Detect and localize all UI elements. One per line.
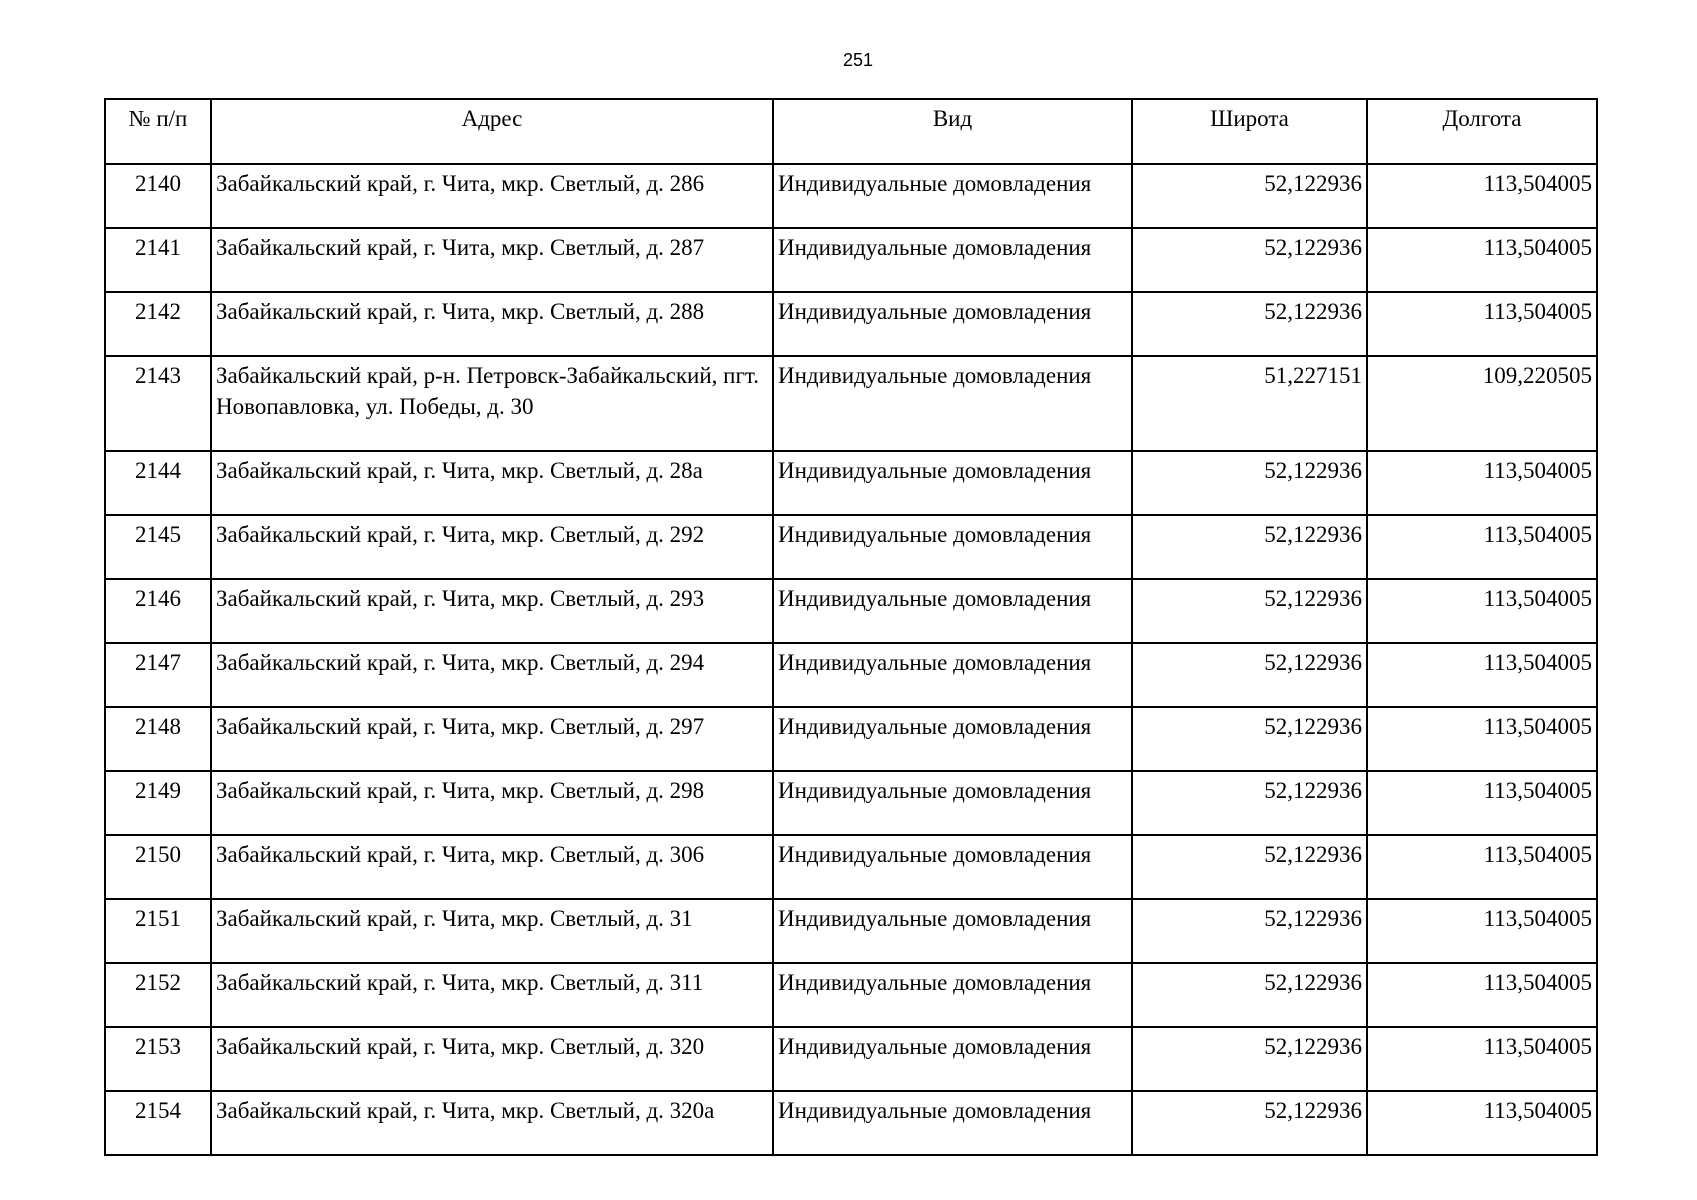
cell-lat: 52,122936 [1132, 1027, 1367, 1091]
cell-type: Индивидуальные домовладения [773, 771, 1132, 835]
table-row [105, 963, 1597, 1027]
cell-type: Индивидуальные домовладения [773, 451, 1132, 515]
cell-lat: 51,227151 [1132, 356, 1367, 451]
table-row [105, 164, 1597, 228]
table-row [105, 292, 1597, 356]
cell-num: 2146 [105, 579, 211, 643]
cell-num: 2142 [105, 292, 211, 356]
cell-type: Индивидуальные домовладения [773, 899, 1132, 963]
cell-address: Забайкальский край, г. Чита, мкр. Светлый, д. 287 [211, 228, 773, 292]
cell-lon: 113,504005 [1367, 771, 1597, 835]
cell-num: 2153 [105, 1027, 211, 1091]
cell-type: Индивидуальные домовладения [773, 292, 1132, 356]
cell-lat: 52,122936 [1132, 963, 1367, 1027]
table-row [105, 771, 1597, 835]
cell-address: Забайкальский край, г. Чита, мкр. Светлый, д. 297 [211, 707, 773, 771]
cell-type: Индивидуальные домовладения [773, 707, 1132, 771]
cell-lat: 52,122936 [1132, 899, 1367, 963]
cell-lon: 109,220505 [1367, 356, 1597, 451]
address-table [104, 98, 1598, 1156]
cell-lon: 113,504005 [1367, 643, 1597, 707]
cell-type: Индивидуальные домовладения [773, 356, 1132, 451]
cell-lon: 113,504005 [1367, 292, 1597, 356]
cell-lon: 113,504005 [1367, 579, 1597, 643]
cell-lon: 113,504005 [1367, 835, 1597, 899]
cell-type: Индивидуальные домовладения [773, 1027, 1132, 1091]
cell-lat: 52,122936 [1132, 707, 1367, 771]
cell-num: 2152 [105, 963, 211, 1027]
cell-lat: 52,122936 [1132, 579, 1367, 643]
cell-num: 2147 [105, 643, 211, 707]
cell-num: 2151 [105, 899, 211, 963]
header-address: Адрес [211, 99, 773, 164]
cell-address: Забайкальский край, г. Чита, мкр. Светлый, д. 320а [211, 1091, 773, 1155]
cell-type: Индивидуальные домовладения [773, 228, 1132, 292]
cell-lon: 113,504005 [1367, 164, 1597, 228]
cell-address: Забайкальский край, г. Чита, мкр. Светлый, д. 293 [211, 579, 773, 643]
cell-lon: 113,504005 [1367, 707, 1597, 771]
cell-lat: 52,122936 [1132, 164, 1367, 228]
cell-num: 2154 [105, 1091, 211, 1155]
cell-address: Забайкальский край, р-н. Петровск-Забайкальский, пгт. Новопавловка, ул. Победы, д. 30 [211, 356, 773, 451]
table-row [105, 899, 1597, 963]
cell-lat: 52,122936 [1132, 292, 1367, 356]
table-row [105, 1091, 1597, 1155]
cell-lon: 113,504005 [1367, 451, 1597, 515]
cell-address: Забайкальский край, г. Чита, мкр. Светлый, д. 320 [211, 1027, 773, 1091]
cell-lon: 113,504005 [1367, 1091, 1597, 1155]
table-row [105, 451, 1597, 515]
cell-lon: 113,504005 [1367, 899, 1597, 963]
cell-type: Индивидуальные домовладения [773, 1091, 1132, 1155]
cell-num: 2148 [105, 707, 211, 771]
cell-address: Забайкальский край, г. Чита, мкр. Светлый, д. 288 [211, 292, 773, 356]
header-lon: Долгота [1367, 99, 1597, 164]
table-row [105, 707, 1597, 771]
header-lat: Широта [1132, 99, 1367, 164]
cell-address: Забайкальский край, г. Чита, мкр. Светлый, д. 298 [211, 771, 773, 835]
cell-address: Забайкальский край, г. Чита, мкр. Светлый, д. 292 [211, 515, 773, 579]
cell-type: Индивидуальные домовладения [773, 643, 1132, 707]
cell-address: Забайкальский край, г. Чита, мкр. Светлый, д. 311 [211, 963, 773, 1027]
cell-num: 2141 [105, 228, 211, 292]
cell-address: Забайкальский край, г. Чита, мкр. Светлый, д. 28а [211, 451, 773, 515]
table-row [105, 643, 1597, 707]
table-row [105, 515, 1597, 579]
cell-lat: 52,122936 [1132, 515, 1367, 579]
cell-type: Индивидуальные домовладения [773, 963, 1132, 1027]
cell-address: Забайкальский край, г. Чита, мкр. Светлый, д. 294 [211, 643, 773, 707]
cell-lon: 113,504005 [1367, 228, 1597, 292]
cell-address: Забайкальский край, г. Чита, мкр. Светлый, д. 31 [211, 899, 773, 963]
cell-type: Индивидуальные домовладения [773, 164, 1132, 228]
cell-lat: 52,122936 [1132, 643, 1367, 707]
cell-lat: 52,122936 [1132, 451, 1367, 515]
cell-lon: 113,504005 [1367, 515, 1597, 579]
cell-lon: 113,504005 [1367, 1027, 1597, 1091]
cell-num: 2143 [105, 356, 211, 451]
cell-address: Забайкальский край, г. Чита, мкр. Светлый, д. 306 [211, 835, 773, 899]
cell-num: 2150 [105, 835, 211, 899]
cell-type: Индивидуальные домовладения [773, 835, 1132, 899]
table-row [105, 228, 1597, 292]
cell-num: 2140 [105, 164, 211, 228]
header-num: № п/п [105, 99, 211, 164]
cell-lat: 52,122936 [1132, 835, 1367, 899]
table-row [105, 579, 1597, 643]
cell-lat: 52,122936 [1132, 1091, 1367, 1155]
table-header-row [105, 99, 1597, 164]
cell-address: Забайкальский край, г. Чита, мкр. Светлый, д. 286 [211, 164, 773, 228]
table-row [105, 356, 1597, 451]
page-number: 251 [842, 50, 874, 70]
cell-lat: 52,122936 [1132, 228, 1367, 292]
cell-num: 2145 [105, 515, 211, 579]
cell-type: Индивидуальные домовладения [773, 579, 1132, 643]
cell-lat: 52,122936 [1132, 771, 1367, 835]
table-row [105, 835, 1597, 899]
cell-num: 2149 [105, 771, 211, 835]
table-row [105, 1027, 1597, 1091]
cell-num: 2144 [105, 451, 211, 515]
cell-type: Индивидуальные домовладения [773, 515, 1132, 579]
header-type: Вид [773, 99, 1132, 164]
cell-lon: 113,504005 [1367, 963, 1597, 1027]
